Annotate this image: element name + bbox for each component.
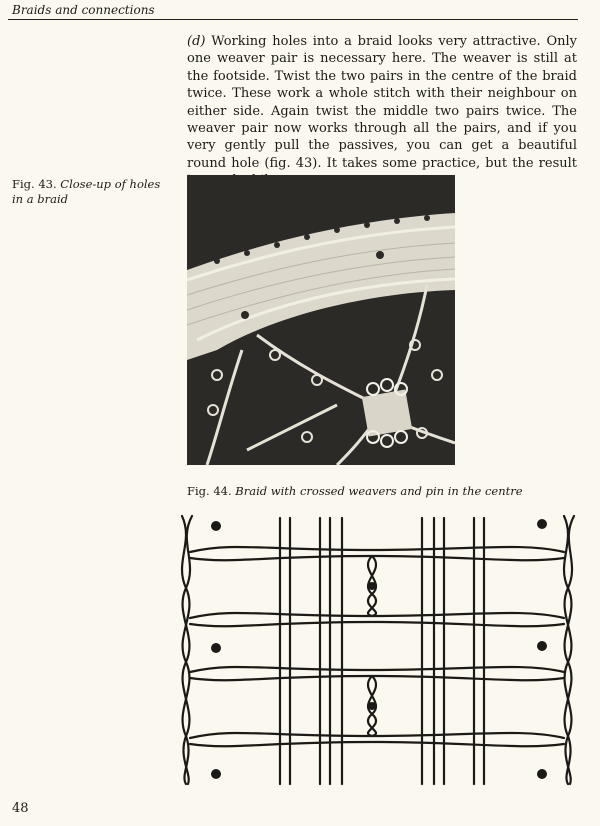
figure-44-label: Fig. 44. — [187, 484, 232, 498]
lace-braid-photo — [187, 175, 455, 465]
paragraph-text: Working holes into a braid looks very attractive. Only one weaver pair is necessary here. The weaver is still at the footside. Twist the two pairs in the centre of the braid twice. These work a whole stitch with their neighbour on either side. Again twist the middle two pairs twice. The weaver pair now works through all the pairs, and if you very gently pull the passives, you can get a beautiful round hole (fig. 43). It takes some practice, but the result — [187, 34, 577, 171]
body-paragraph — [187, 33, 577, 190]
figure-44-caption — [187, 484, 577, 498]
figure-44-caption-text: Braid with crossed weavers and pin in the centre — [235, 484, 523, 498]
running-header: Braids and connections — [12, 3, 155, 17]
figure-43-label: Fig. 43. — [12, 177, 57, 191]
figure-43-caption — [12, 177, 172, 207]
header-rule — [8, 19, 578, 20]
figure-43-photo — [187, 175, 455, 465]
figure-43-caption-text: Close-up of holes in a braid — [12, 177, 161, 206]
braid-working-diagram — [172, 512, 582, 788]
paragraph-lead: (d) — [187, 34, 206, 49]
figure-44-diagram — [172, 512, 582, 788]
page-number: 48 — [12, 801, 29, 816]
